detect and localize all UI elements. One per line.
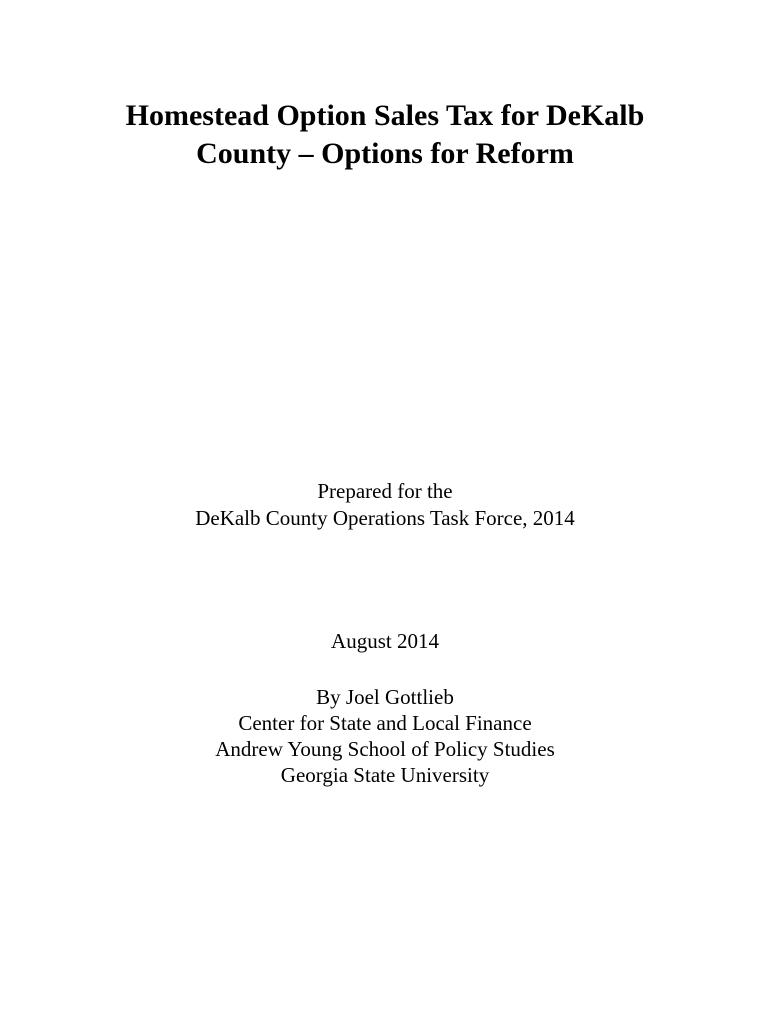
author-affiliation-university: Georgia State University (280, 763, 490, 787)
title-line-2: County – Options for Reform (196, 137, 574, 170)
prepared-for-organization: DeKalb County Operations Task Force, 2014 (195, 506, 575, 530)
prepared-for-label: Prepared for the (317, 479, 453, 503)
author-affiliation-center: Center for State and Local Finance (238, 711, 532, 735)
author-affiliation-school: Andrew Young School of Policy Studies (215, 737, 555, 761)
title-line-1: Homestead Option Sales Tax for DeKalb (125, 99, 645, 132)
document-title (0, 97, 770, 173)
author-name: By Joel Gottlieb (316, 685, 454, 709)
publication-date: August 2014 (331, 629, 439, 653)
